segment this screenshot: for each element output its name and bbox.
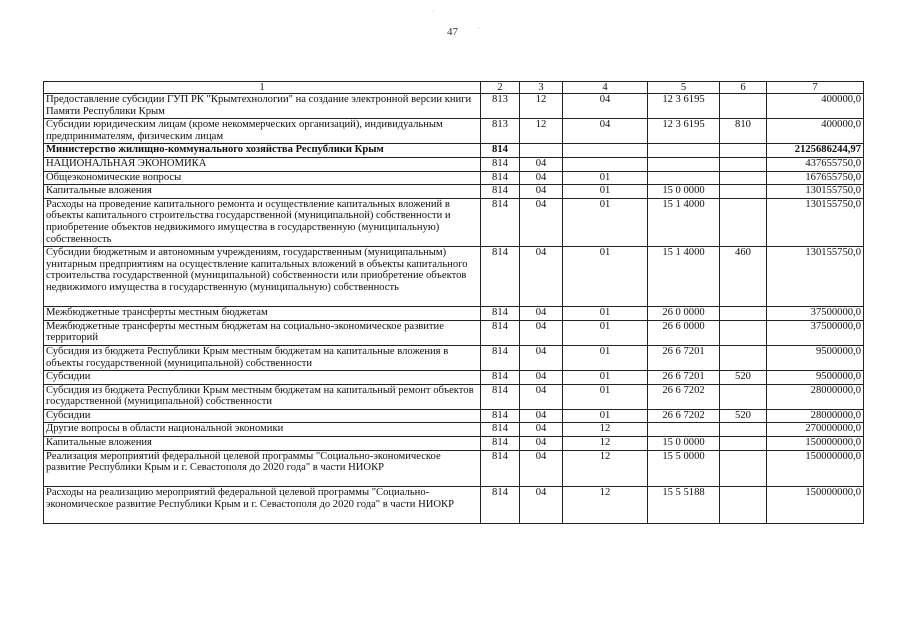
- row-section-code: 04: [520, 345, 563, 370]
- row-expense-type-code: [720, 384, 767, 409]
- table-row: [44, 247, 864, 307]
- row-expense-type-code: [720, 198, 767, 246]
- row-section-code: 04: [520, 185, 563, 199]
- row-section-code: [520, 144, 563, 158]
- row-subsection-code: 01: [563, 345, 648, 370]
- row-target-article-code: 26 6 0000: [648, 320, 720, 345]
- row-admin-code: 814: [481, 144, 520, 158]
- table-row: [44, 157, 864, 171]
- row-expense-type-code: [720, 307, 767, 321]
- row-section-code: 04: [520, 157, 563, 171]
- row-admin-code: 813: [481, 94, 520, 119]
- row-expense-type-code: [720, 94, 767, 119]
- row-target-article-code: 15 0 0000: [648, 437, 720, 451]
- row-admin-code: 814: [481, 198, 520, 246]
- row-amount: 28000000,0: [767, 384, 864, 409]
- column-number: 6: [720, 82, 767, 94]
- table-row: [44, 144, 864, 158]
- scan-speck: ·: [432, 9, 434, 15]
- column-number: 1: [44, 82, 481, 94]
- row-expense-type-code: [720, 185, 767, 199]
- row-amount: 400000,0: [767, 119, 864, 144]
- row-name: Субсидии: [44, 371, 481, 385]
- row-amount: 150000000,0: [767, 487, 864, 524]
- row-name: Капитальные вложения: [44, 185, 481, 199]
- row-admin-code: 814: [481, 450, 520, 487]
- table-row: [44, 437, 864, 451]
- row-subsection-code: 12: [563, 423, 648, 437]
- row-admin-code: 814: [481, 384, 520, 409]
- row-admin-code: 814: [481, 437, 520, 451]
- row-subsection-code: 01: [563, 247, 648, 307]
- row-name: Субсидии бюджетным и автономным учреждениям, государственным (муниципальным) унитарным предприятиям на осуществление капитальных вложений в объекты капитального строительства государственной (муниципальной) собственности или приобретение объектов недвижимого имущества в государственную (муниципальную) собственность: [44, 247, 481, 307]
- row-subsection-code: 12: [563, 437, 648, 451]
- row-target-article-code: 15 1 4000: [648, 198, 720, 246]
- row-target-article-code: 15 0 0000: [648, 185, 720, 199]
- row-subsection-code: 01: [563, 320, 648, 345]
- table-row: [44, 384, 864, 409]
- table-row: [44, 94, 864, 119]
- row-subsection-code: 01: [563, 409, 648, 423]
- table-row: [44, 320, 864, 345]
- row-target-article-code: 12 3 6195: [648, 94, 720, 119]
- row-section-code: 04: [520, 247, 563, 307]
- row-subsection-code: 04: [563, 94, 648, 119]
- table-header-row: [44, 82, 864, 94]
- table-row: [44, 171, 864, 185]
- row-expense-type-code: [720, 320, 767, 345]
- row-admin-code: 814: [481, 409, 520, 423]
- row-target-article-code: 15 1 4000: [648, 247, 720, 307]
- row-amount: 130155750,0: [767, 198, 864, 246]
- row-subsection-code: 12: [563, 487, 648, 524]
- row-section-code: 12: [520, 119, 563, 144]
- row-section-code: 12: [520, 94, 563, 119]
- row-target-article-code: 15 5 5188: [648, 487, 720, 524]
- row-target-article-code: 26 6 7202: [648, 384, 720, 409]
- row-name: НАЦИОНАЛЬНАЯ ЭКОНОМИКА: [44, 157, 481, 171]
- row-name: Министерство жилищно-коммунального хозяйства Республики Крым: [44, 144, 481, 158]
- table-row: [44, 409, 864, 423]
- row-section-code: 04: [520, 371, 563, 385]
- row-expense-type-code: [720, 171, 767, 185]
- row-section-code: 04: [520, 171, 563, 185]
- row-admin-code: 814: [481, 171, 520, 185]
- column-number: 5: [648, 82, 720, 94]
- row-expense-type-code: [720, 157, 767, 171]
- row-section-code: 04: [520, 437, 563, 451]
- row-expense-type-code: [720, 437, 767, 451]
- row-admin-code: 814: [481, 371, 520, 385]
- page-number: 47: [447, 26, 458, 38]
- row-target-article-code: 26 6 7201: [648, 345, 720, 370]
- row-admin-code: 814: [481, 157, 520, 171]
- row-name: Реализация мероприятий федеральной целевой программы "Социально-экономическое развитие Республики Крым и г. Севастополя до 2020 года" в части НИОКР: [44, 450, 481, 487]
- row-name: Предоставление субсидии ГУП РК "Крымтехнологии" на создание электронной версии книги Памяти Республики Крым: [44, 94, 481, 119]
- row-target-article-code: [648, 144, 720, 158]
- row-section-code: 04: [520, 384, 563, 409]
- row-expense-type-code: [720, 345, 767, 370]
- row-section-code: 04: [520, 307, 563, 321]
- row-target-article-code: 12 3 6195: [648, 119, 720, 144]
- table-row: [44, 450, 864, 487]
- row-target-article-code: 15 5 0000: [648, 450, 720, 487]
- row-amount: 270000000,0: [767, 423, 864, 437]
- column-number: 2: [481, 82, 520, 94]
- column-number: 7: [767, 82, 864, 94]
- row-section-code: 04: [520, 320, 563, 345]
- row-amount: 437655750,0: [767, 157, 864, 171]
- row-admin-code: 814: [481, 487, 520, 524]
- row-admin-code: 814: [481, 345, 520, 370]
- budget-table: [43, 81, 864, 524]
- row-subsection-code: 01: [563, 198, 648, 246]
- row-target-article-code: [648, 171, 720, 185]
- row-subsection-code: 12: [563, 450, 648, 487]
- row-expense-type-code: 460: [720, 247, 767, 307]
- row-amount: 9500000,0: [767, 371, 864, 385]
- row-admin-code: 813: [481, 119, 520, 144]
- row-amount: 2125686244,97: [767, 144, 864, 158]
- row-name: Другие вопросы в области национальной экономики: [44, 423, 481, 437]
- row-subsection-code: [563, 144, 648, 158]
- row-amount: 28000000,0: [767, 409, 864, 423]
- row-amount: 130155750,0: [767, 247, 864, 307]
- table-row: [44, 307, 864, 321]
- row-amount: 37500000,0: [767, 307, 864, 321]
- row-target-article-code: 26 0 0000: [648, 307, 720, 321]
- row-target-article-code: 26 6 7201: [648, 371, 720, 385]
- row-section-code: 04: [520, 423, 563, 437]
- row-name: Субсидии юридическим лицам (кроме некоммерческих организаций), индивидуальным предпринимателям, физическим лицам: [44, 119, 481, 144]
- table-row: [44, 423, 864, 437]
- row-amount: 9500000,0: [767, 345, 864, 370]
- row-admin-code: 814: [481, 185, 520, 199]
- row-expense-type-code: [720, 487, 767, 524]
- row-amount: 150000000,0: [767, 437, 864, 451]
- row-section-code: 04: [520, 487, 563, 524]
- row-section-code: 04: [520, 450, 563, 487]
- row-amount: 150000000,0: [767, 450, 864, 487]
- row-expense-type-code: [720, 423, 767, 437]
- table-row: [44, 371, 864, 385]
- row-amount: 130155750,0: [767, 185, 864, 199]
- row-name: Расходы на проведение капитального ремонта и осуществление капитальных вложений в объекты капитального строительства государственной (муниципальной) собственности и приобретение объектов недвижимого имущества в государственную (муниципальную) собственность: [44, 198, 481, 246]
- row-admin-code: 814: [481, 320, 520, 345]
- row-admin-code: 814: [481, 307, 520, 321]
- row-subsection-code: 01: [563, 307, 648, 321]
- row-target-article-code: 26 6 7202: [648, 409, 720, 423]
- row-section-code: 04: [520, 409, 563, 423]
- column-number: 3: [520, 82, 563, 94]
- row-name: Капитальные вложения: [44, 437, 481, 451]
- row-amount: 37500000,0: [767, 320, 864, 345]
- row-section-code: 04: [520, 198, 563, 246]
- row-name: Межбюджетные трансферты местным бюджетам: [44, 307, 481, 321]
- row-expense-type-code: 520: [720, 371, 767, 385]
- row-target-article-code: [648, 423, 720, 437]
- row-amount: 167655750,0: [767, 171, 864, 185]
- row-subsection-code: 01: [563, 371, 648, 385]
- scan-speck: ·: [478, 26, 480, 32]
- row-name: Субсидии: [44, 409, 481, 423]
- row-target-article-code: [648, 157, 720, 171]
- row-expense-type-code: [720, 144, 767, 158]
- row-subsection-code: 01: [563, 171, 648, 185]
- row-expense-type-code: [720, 450, 767, 487]
- row-subsection-code: 01: [563, 185, 648, 199]
- row-admin-code: 814: [481, 423, 520, 437]
- row-name: Расходы на реализацию мероприятий федеральной целевой программы "Социально-экономическое развитие Республики Крым и г. Севастополя до 2020 года" в части НИОКР: [44, 487, 481, 524]
- row-amount: 400000,0: [767, 94, 864, 119]
- table-row: [44, 198, 864, 246]
- table-row: [44, 185, 864, 199]
- row-expense-type-code: 810: [720, 119, 767, 144]
- row-name: Межбюджетные трансферты местным бюджетам на социально-экономическое развитие территорий: [44, 320, 481, 345]
- row-name: Субсидия из бюджета Республики Крым местным бюджетам на капитальные вложения в объекты государственной (муниципальной) собственности: [44, 345, 481, 370]
- table-row: [44, 345, 864, 370]
- table-row: [44, 119, 864, 144]
- row-subsection-code: 04: [563, 119, 648, 144]
- row-subsection-code: [563, 157, 648, 171]
- row-subsection-code: 01: [563, 384, 648, 409]
- row-name: Субсидия из бюджета Республики Крым местным бюджетам на капитальный ремонт объектов государственной (муниципальной) собственности: [44, 384, 481, 409]
- row-name: Общеэкономические вопросы: [44, 171, 481, 185]
- column-number: 4: [563, 82, 648, 94]
- row-expense-type-code: 520: [720, 409, 767, 423]
- table-row: [44, 487, 864, 524]
- row-admin-code: 814: [481, 247, 520, 307]
